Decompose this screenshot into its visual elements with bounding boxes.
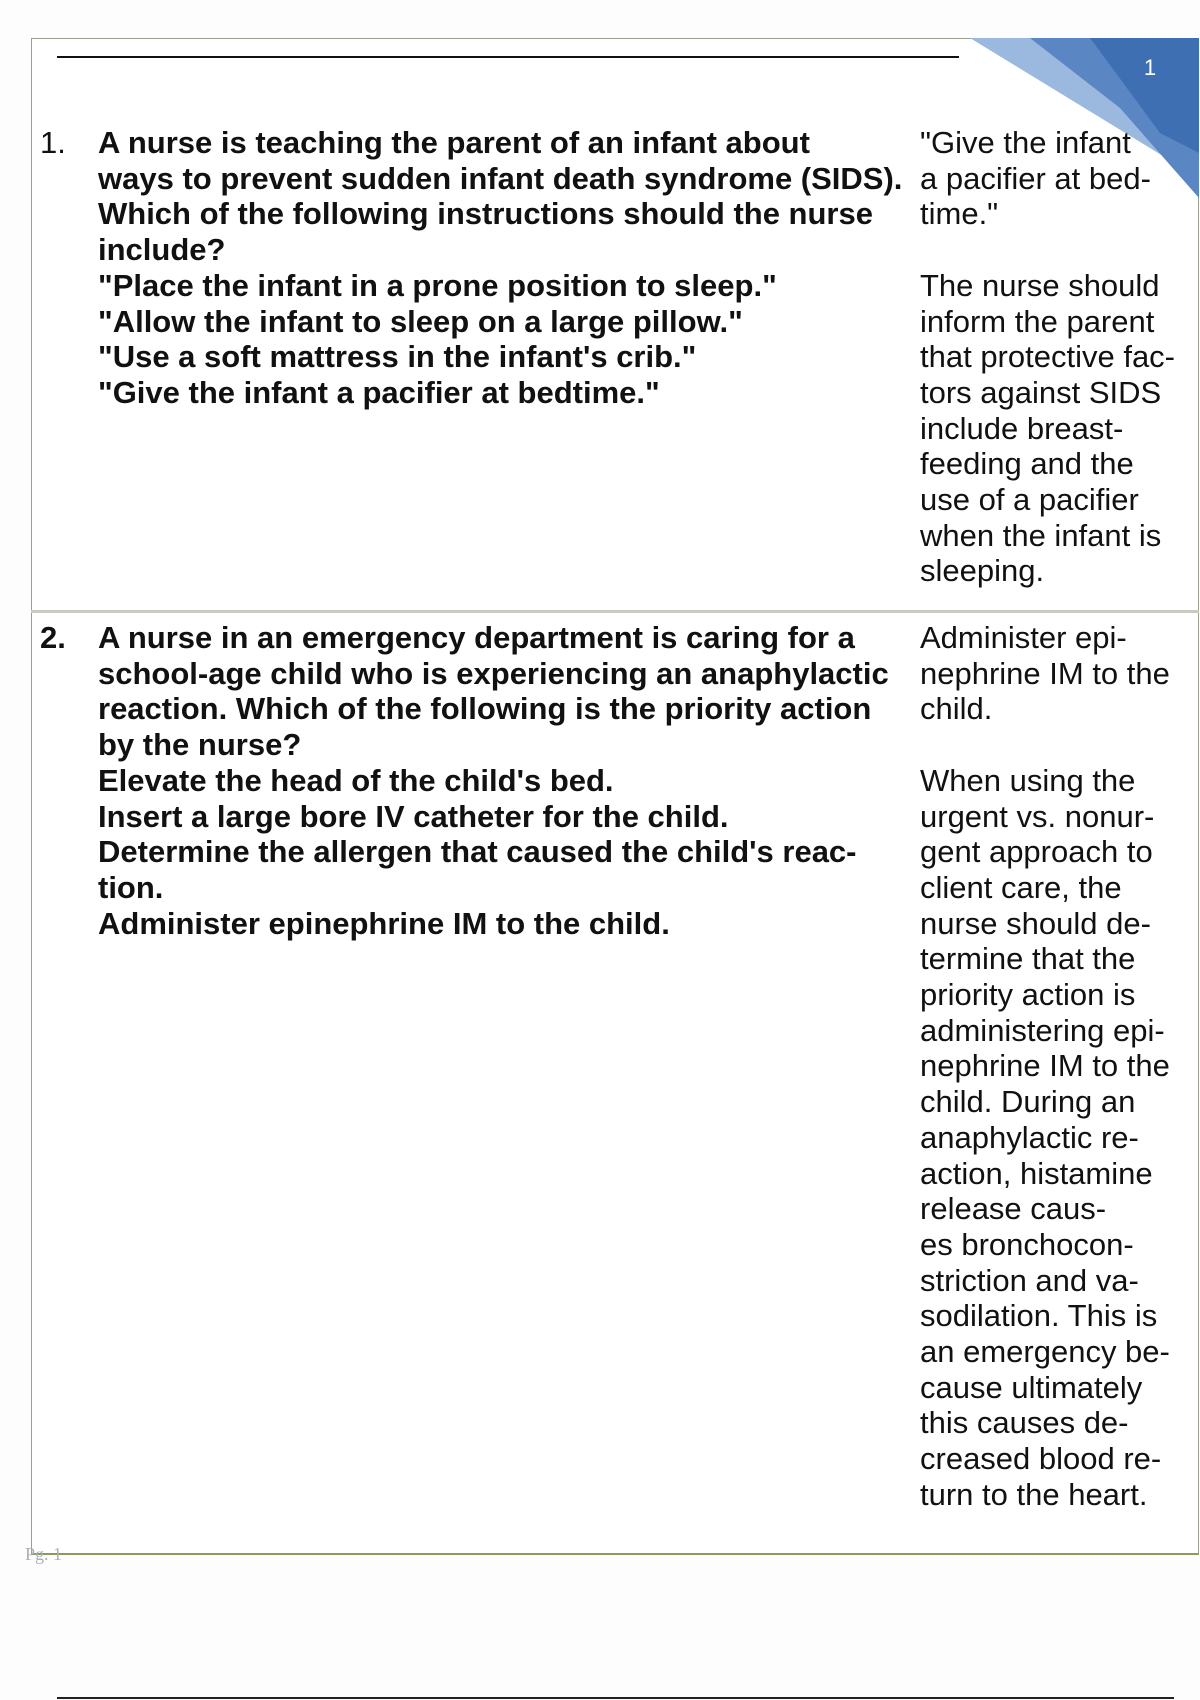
rationale-line: creased blood re- xyxy=(920,1441,1162,1477)
rationale-line: client care, the xyxy=(920,869,1122,905)
question-stem-line: school-age child who is experiencing an anaphylactic xyxy=(98,655,889,691)
correct-answer-line: Administer epi- xyxy=(920,620,1127,655)
rationale-line: cause ultimately xyxy=(920,1369,1143,1405)
rationale-line: gent approach to xyxy=(920,834,1153,870)
rationale-line: nurse should de- xyxy=(920,905,1151,941)
question-stem-line: A nurse in an emergency department is caring for a xyxy=(98,620,855,655)
rationale-text xyxy=(920,763,1192,1513)
header-rule xyxy=(57,56,959,58)
rationale-line: tors against SIDS xyxy=(920,374,1162,410)
correct-answer-line: time." xyxy=(920,196,999,232)
correct-answer-line: child. xyxy=(920,691,993,727)
rationale-line: this causes de- xyxy=(920,1405,1129,1441)
correct-answer xyxy=(920,620,1192,727)
answer-option: "Allow the infant to sleep on a large pillow." xyxy=(98,303,743,339)
rationale-line: nephrine IM to the xyxy=(920,1048,1170,1084)
correct-answer-line: a pacifier at bed- xyxy=(920,160,1151,196)
rationale-line: sodilation. This is xyxy=(920,1298,1158,1334)
rationale-line: use of a pacifier xyxy=(920,482,1139,518)
rationale-line: urgent vs. nonur- xyxy=(920,798,1155,834)
question-stem-line: include? xyxy=(98,232,226,268)
answer-option: "Use a soft mattress in the infant's crib." xyxy=(98,339,697,375)
rationale-line: anaphylactic re- xyxy=(920,1119,1139,1155)
rationale-line: inform the parent xyxy=(920,303,1155,339)
question-stem-line: by the nurse? xyxy=(98,727,302,763)
correct-answer-line: "Give the infant xyxy=(920,125,1131,160)
rationale-line: administering epi- xyxy=(920,1012,1165,1048)
footer-page-label: Pg. 1 xyxy=(25,1544,63,1564)
footer-rule xyxy=(57,1697,1174,1699)
question-number: 2. xyxy=(40,620,66,655)
rationale-line: turn to the heart. xyxy=(920,1476,1148,1512)
rationale-line: child. During an xyxy=(920,1084,1136,1120)
rationale-line: es bronchocon- xyxy=(920,1226,1134,1262)
answer-option: Determine the allergen that caused the child's reac- xyxy=(98,834,857,870)
rationale-line: sleeping. xyxy=(920,553,1045,589)
question-divider xyxy=(31,610,1199,613)
rationale-line: priority action is xyxy=(920,977,1136,1013)
answer-option: Administer epinephrine IM to the child. xyxy=(98,905,670,941)
rationale-line: that protective fac- xyxy=(920,339,1176,375)
rationale-line: The nurse should xyxy=(920,267,1160,303)
rationale-line: termine that the xyxy=(920,941,1136,977)
question-text xyxy=(98,620,918,941)
rationale-column xyxy=(920,125,1192,589)
rationale-line: striction and va- xyxy=(920,1262,1139,1298)
rationale-line: an emergency be- xyxy=(920,1334,1170,1370)
question-stem-line: reaction. Which of the following is the priority action xyxy=(98,691,872,727)
answer-option: Insert a large bore IV catheter for the child. xyxy=(98,798,729,834)
question-stem-line: Which of the following instructions should the nurse xyxy=(98,196,873,232)
rationale-line: release caus- xyxy=(920,1191,1107,1227)
question-stem-line: ways to prevent sudden infant death syndrome (SIDS). xyxy=(98,160,903,196)
rationale-line: include breast- xyxy=(920,410,1124,446)
question-number: 1. xyxy=(40,125,66,160)
rationale-line: action, histamine xyxy=(920,1155,1153,1191)
answer-option: tion. xyxy=(98,869,164,905)
correct-answer xyxy=(920,125,1192,232)
rationale-line: when the infant is xyxy=(920,517,1162,553)
page-number: 1 xyxy=(1143,55,1157,80)
answer-option: "Give the infant a pacifier at bedtime." xyxy=(98,374,660,410)
answer-option: Elevate the head of the child's bed. xyxy=(98,762,614,798)
rationale-column xyxy=(920,620,1192,1513)
answer-option: "Place the infant in a prone position to sleep." xyxy=(98,267,777,303)
rationale-line: When using the xyxy=(920,762,1136,798)
question-text xyxy=(98,125,918,411)
correct-answer-line: nephrine IM to the xyxy=(920,655,1170,691)
rationale-line: feeding and the xyxy=(920,446,1134,482)
question-stem-line: A nurse is teaching the parent of an infant about xyxy=(98,125,810,160)
rationale-text xyxy=(920,268,1192,589)
